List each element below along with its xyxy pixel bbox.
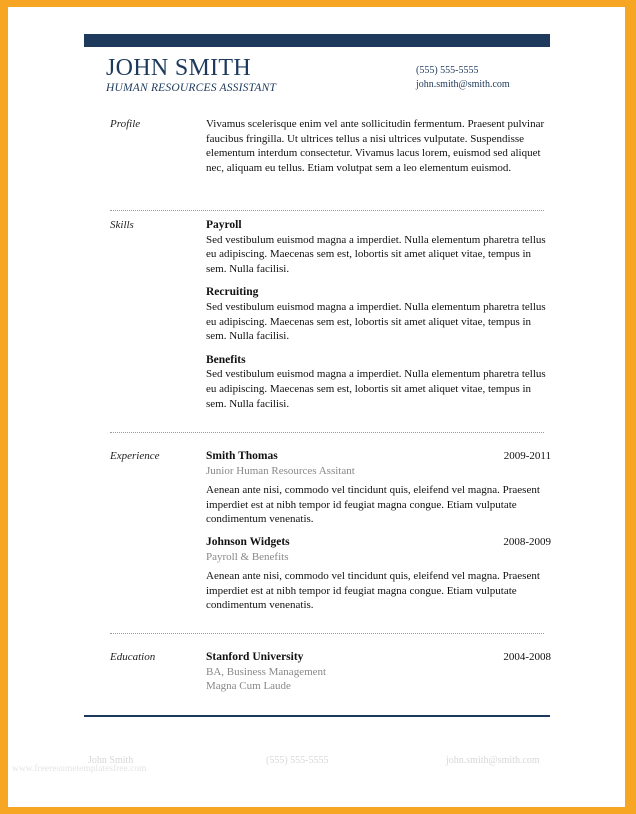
header-bar [84, 34, 550, 47]
section-divider [110, 432, 544, 433]
job-dates: 2008-2009 [503, 535, 551, 548]
skill-item [206, 218, 551, 276]
education-dates: 2004-2008 [503, 651, 551, 663]
footer-rule [84, 715, 550, 717]
email: john.smith@smith.com [416, 79, 510, 90]
watermark-text: www.freeresumetemplatesfree.com [12, 764, 147, 774]
footer-name: John Smith [88, 755, 134, 766]
profile-text: Vivamus scelerisque enim vel ante sollicitudin fermentum. Praesent pulvinar faucibus fringilla. Ut ultrices tellus a nisi ultrices vulputate. Suspendisse elementum interdum consectetur. Vivamus lacus lorem, euismod sed aliquet nec, aliquam eu tellus. Etiam volutpat sem a leo elementum euismod. [206, 118, 545, 174]
job-company: Johnson Widgets [206, 535, 290, 548]
job-header [206, 535, 551, 550]
phone: (555) 555-5555 [416, 65, 479, 76]
experience-label: Experience [110, 450, 160, 462]
skill-item [206, 285, 551, 343]
job-role: Junior Human Resources Assitant [206, 464, 355, 477]
skills-list [206, 218, 551, 420]
skill-title: Payroll [206, 219, 242, 231]
candidate-name: JOHN SMITH [106, 55, 252, 81]
job-description: Aenean ante nisi, commodo vel tincidunt quis, eleifend vel magna. Praesent imperdiet est at nibh tempor id feugiat magna congue. Etiam vulputate condimentum venenatis. [206, 484, 540, 526]
honors: Magna Cum Laude [206, 680, 291, 693]
skill-title: Benefits [206, 353, 246, 366]
job-header [206, 449, 551, 464]
skill-text: Sed vestibulum euismod magna a imperdiet. Nulla elementum pharetra tellus eu adipiscing. Maecenas sem est, lobortis sit amet aliquet vitae, tempus in sem. Nulla facilisi. [206, 368, 546, 410]
experience-list [206, 449, 551, 621]
job-company: Smith Thomas [206, 450, 278, 462]
job-description: Aenean ante nisi, commodo vel tincidunt quis, eleifend vel magna. Praesent imperdiet est at nibh tempor id feugiat magna congue. Etiam vulputate condimentum venenatis. [206, 570, 540, 612]
degree: BA, Business Management [206, 665, 327, 678]
school-name: Stanford University [206, 651, 304, 663]
skill-item [206, 353, 551, 411]
job-role: Payroll & Benefits [206, 550, 289, 563]
contact-block [416, 64, 510, 92]
section-divider [110, 210, 544, 211]
job-dates: 2009-2011 [503, 450, 551, 462]
education-entry [206, 650, 551, 694]
candidate-title: HUMAN RESOURCES ASSISTANT [106, 82, 277, 94]
skills-label: Skills [110, 219, 134, 231]
section-divider [110, 633, 544, 634]
education-header [206, 650, 551, 665]
footer-phone: (555) 555-5555 [266, 755, 329, 766]
resume-page [8, 7, 625, 807]
job-entry [206, 535, 551, 613]
skill-text: Sed vestibulum euismod magna a imperdiet. Nulla elementum pharetra tellus eu adipiscing. Maecenas sem est, lobortis sit amet aliquet vitae, tempus in sem. Nulla facilisi. [206, 233, 546, 275]
footer-email: john.smith@smith.com [446, 755, 540, 766]
skill-title: Recruiting [206, 286, 259, 299]
skill-text: Sed vestibulum euismod magna a imperdiet. Nulla elementum pharetra tellus eu adipiscing. Maecenas sem est, lobortis sit amet aliquet vitae, tempus in sem. Nulla facilisi. [206, 300, 546, 343]
job-entry [206, 449, 551, 527]
profile-label: Profile [110, 118, 141, 130]
education-label: Education [110, 651, 156, 663]
